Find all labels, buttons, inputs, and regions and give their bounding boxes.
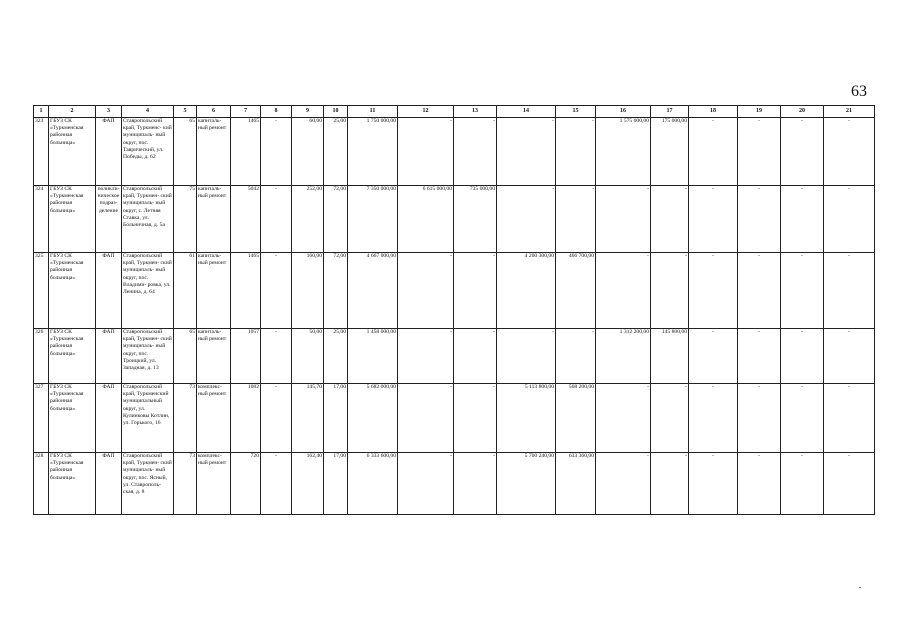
value-col16: -	[596, 384, 651, 453]
institution-name: ГБУЗ СК «Туркменская районная больница»	[49, 453, 96, 515]
column-header-8: 8	[261, 106, 292, 118]
value-col7: 720	[231, 453, 261, 515]
value-col8: -	[261, 253, 292, 329]
value-col13: -	[454, 453, 497, 515]
value-col15: 568 200,00	[556, 384, 596, 453]
value-col10: 17,00	[324, 453, 348, 515]
value-col13: -	[454, 118, 497, 186]
value-col14: -	[497, 186, 556, 253]
value-col19: -	[738, 453, 781, 515]
value-col20: -	[781, 118, 824, 186]
table-row	[34, 253, 875, 329]
value-col18: -	[689, 186, 738, 253]
value-col21: -	[824, 384, 875, 453]
value-col15: 633 360,00	[556, 453, 596, 515]
total-cost: 1 750 000,00	[348, 118, 398, 186]
address: Ставропольский край, Туркмен- ский муниципаль- ный округ, пос. Владими- ровка, ул. Ленина, д. 64	[122, 253, 174, 329]
value-col17: -	[651, 453, 689, 515]
value-col5: 61	[174, 253, 197, 329]
value-col8: -	[261, 186, 292, 253]
value-col16: -	[596, 253, 651, 329]
column-header-16: 16	[596, 106, 651, 118]
institution-name: ГБУЗ СК «Туркменская районная больница»	[49, 253, 96, 329]
value-col7: 1465	[231, 118, 261, 186]
value-col19: -	[738, 329, 781, 384]
value-col12: -	[398, 453, 454, 515]
institution-name: ГБУЗ СК «Туркменская районная больница»	[49, 329, 96, 384]
value-col15: -	[556, 118, 596, 186]
value-col9: 252,00	[292, 186, 324, 253]
value-col12: -	[398, 384, 454, 453]
facility-type: ФАП	[96, 118, 122, 186]
row-number: 326	[34, 329, 49, 384]
value-col10: 17,00	[324, 384, 348, 453]
value-col14: -	[497, 329, 556, 384]
value-col19: -	[738, 186, 781, 253]
value-col13: -	[454, 329, 497, 384]
column-header-10: 10	[324, 106, 348, 118]
value-col7: 5042	[231, 186, 261, 253]
value-col8: -	[261, 384, 292, 453]
repair-type: капиталь- ный ремонт	[197, 329, 231, 384]
address: Ставропольский край, Туркмен- ский муниципаль- ный округ, пос. Троицкий, ул. Западная, д. 13	[122, 329, 174, 384]
value-col5: 73	[174, 453, 197, 515]
column-header-6: 6	[197, 106, 231, 118]
value-col17: -	[651, 253, 689, 329]
column-header-2: 2	[49, 106, 96, 118]
value-col17: -	[651, 384, 689, 453]
value-col19: -	[738, 118, 781, 186]
value-col8: -	[261, 453, 292, 515]
facility-type: ФАП	[96, 453, 122, 515]
total-cost: 1 458 000,00	[348, 329, 398, 384]
table-row	[34, 118, 875, 186]
value-col21: -	[824, 329, 875, 384]
repair-type: капиталь- ный ремонт	[197, 118, 231, 186]
value-col18: -	[689, 118, 738, 186]
value-col14: 5 113 800,00	[497, 384, 556, 453]
facility-type: ФАП	[96, 253, 122, 329]
repair-type: капиталь- ный ремонт	[197, 253, 231, 329]
value-col7: 1465	[231, 253, 261, 329]
column-header-4: 4	[122, 106, 174, 118]
value-col5: 65	[174, 329, 197, 384]
column-header-17: 17	[651, 106, 689, 118]
value-col13: 735 000,00	[454, 186, 497, 253]
table-row	[34, 453, 875, 515]
value-col20: -	[781, 329, 824, 384]
value-col13: -	[454, 384, 497, 453]
institution-name: ГБУЗ СК «Туркменская районная больница»	[49, 384, 96, 453]
column-header-15: 15	[556, 106, 596, 118]
column-header-11: 11	[348, 106, 398, 118]
value-col12: -	[398, 329, 454, 384]
address: Ставропольский край, Туркменс- кий муниципаль- ный округ, пос. Таврический, ул. Победы, д. 62	[122, 118, 174, 186]
value-col15: 466 700,00	[556, 253, 596, 329]
value-col20: -	[781, 253, 824, 329]
value-col12: 6 615 000,00	[398, 186, 454, 253]
repair-type: комплекс- ный ремонт	[197, 453, 231, 515]
institution-name: ГБУЗ СК «Туркменская районная больница»	[49, 118, 96, 186]
value-col16: -	[596, 453, 651, 515]
repair-type: комплекс- ный ремонт	[197, 384, 231, 453]
value-col8: -	[261, 118, 292, 186]
total-cost: 6 333 600,00	[348, 453, 398, 515]
row-number: 324	[34, 186, 49, 253]
column-header-1: 1	[34, 106, 49, 118]
column-header-20: 20	[781, 106, 824, 118]
value-col21: -	[824, 118, 875, 186]
value-col20: -	[781, 186, 824, 253]
value-col17: -	[651, 186, 689, 253]
value-col10: 25,00	[324, 118, 348, 186]
registry-table	[33, 105, 875, 515]
value-col18: -	[689, 384, 738, 453]
row-number: 323	[34, 118, 49, 186]
value-col14: 4 200 300,00	[497, 253, 556, 329]
value-col7: 1082	[231, 384, 261, 453]
address: Ставропольский край, Туркмен- ский муниципаль- ный округ, пос. Ясный, ул. Ставрополь- ская, д. 8	[122, 453, 174, 515]
value-col20: -	[781, 453, 824, 515]
value-col19: -	[738, 253, 781, 329]
row-number: 325	[34, 253, 49, 329]
value-col18: -	[689, 453, 738, 515]
value-col12: -	[398, 253, 454, 329]
value-col16: -	[596, 186, 651, 253]
column-header-14: 14	[497, 106, 556, 118]
row-number: 327	[34, 384, 49, 453]
page-number: 63	[851, 83, 867, 100]
value-col10: 72,00	[324, 186, 348, 253]
value-col15: -	[556, 329, 596, 384]
value-col7: 1057	[231, 329, 261, 384]
value-col20: -	[781, 384, 824, 453]
value-col5: 65	[174, 118, 197, 186]
table-row	[34, 329, 875, 384]
value-col16: 1 312 200,00	[596, 329, 651, 384]
value-col21: -	[824, 186, 875, 253]
table-row	[34, 186, 875, 253]
value-col14: 5 700 240,00	[497, 453, 556, 515]
column-header-3: 3	[96, 106, 122, 118]
value-col13: -	[454, 253, 497, 329]
value-col17: 175 000,00	[651, 118, 689, 186]
facility-type: ФАП	[96, 384, 122, 453]
header-row	[34, 106, 875, 118]
row-number: 328	[34, 453, 49, 515]
institution-name: ГБУЗ СК «Туркменская районная больница»	[49, 186, 96, 253]
value-col10: 25,00	[324, 329, 348, 384]
value-col10: 72,00	[324, 253, 348, 329]
value-col8: -	[261, 329, 292, 384]
table-row	[34, 384, 875, 453]
total-cost: 7 350 000,00	[348, 186, 398, 253]
value-col5: 75	[174, 186, 197, 253]
value-col21: -	[824, 253, 875, 329]
value-col9: 162,40	[292, 453, 324, 515]
total-cost: 4 667 000,00	[348, 253, 398, 329]
value-col12: -	[398, 118, 454, 186]
value-col21: -	[824, 453, 875, 515]
facility-type: ФАП	[96, 329, 122, 384]
value-col9: 50,00	[292, 329, 324, 384]
value-col18: -	[689, 253, 738, 329]
address: Ставропольский край, Туркмен- ский муниципаль- ный округ, с. Летняя Ставка, ул. Больничная, д. 5а	[122, 186, 174, 253]
value-col18: -	[689, 329, 738, 384]
column-header-21: 21	[824, 106, 875, 118]
total-cost: 5 682 000,00	[348, 384, 398, 453]
column-header-18: 18	[689, 106, 738, 118]
facility-type: поликли- ническое подраз- деление	[96, 186, 122, 253]
value-col5: 73	[174, 384, 197, 453]
repair-type: капиталь- ный ремонт	[197, 186, 231, 253]
value-col19: -	[738, 384, 781, 453]
address: Ставропольский край, Туркменский муниципальный округ, ул. Кулинковы Котлин, ул. Горького, 16	[122, 384, 174, 453]
column-header-12: 12	[398, 106, 454, 118]
value-col9: 60,00	[292, 118, 324, 186]
scan-speck	[859, 587, 861, 588]
column-header-19: 19	[738, 106, 781, 118]
column-header-13: 13	[454, 106, 497, 118]
column-header-9: 9	[292, 106, 324, 118]
value-col15: -	[556, 186, 596, 253]
value-col9: 145,70	[292, 384, 324, 453]
value-col14: -	[497, 118, 556, 186]
column-header-5: 5	[174, 106, 197, 118]
value-col16: 1 575 000,00	[596, 118, 651, 186]
value-col17: 145 800,00	[651, 329, 689, 384]
value-col9: 160,00	[292, 253, 324, 329]
column-header-7: 7	[231, 106, 261, 118]
